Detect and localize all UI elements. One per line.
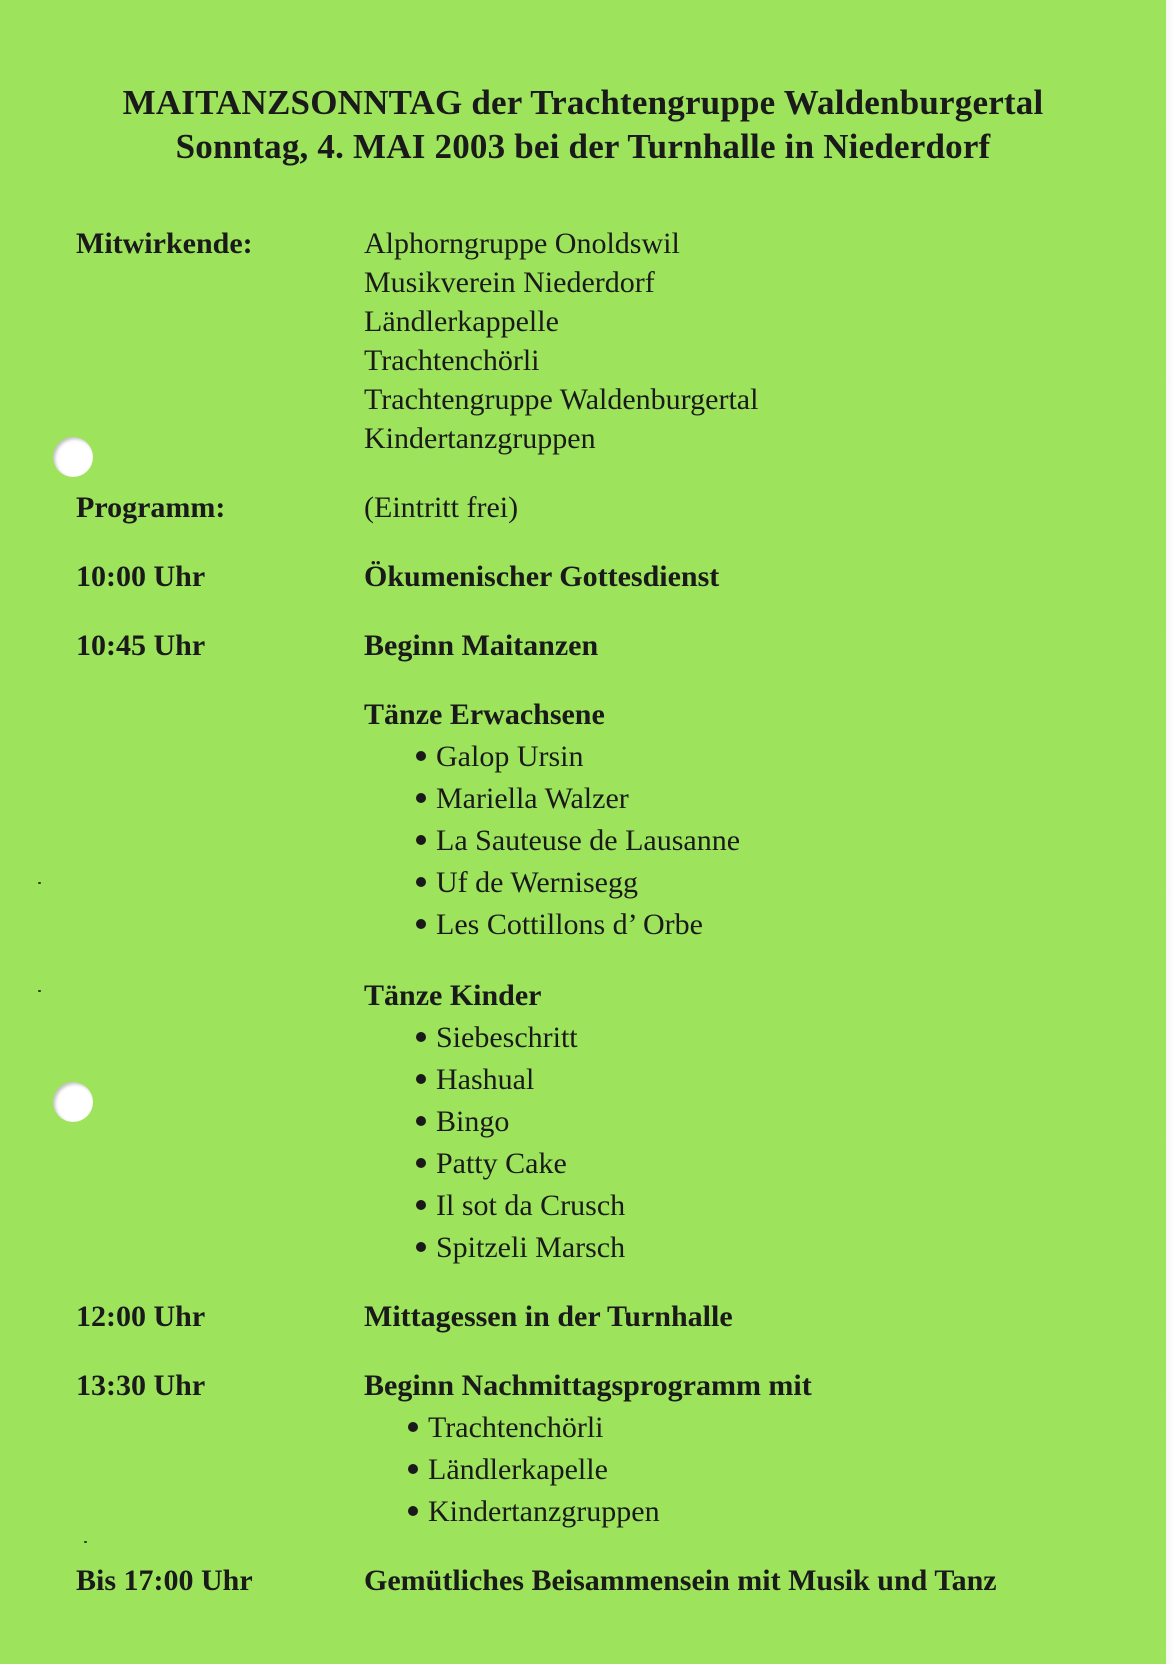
section-heading-kinder: Tänze Kinder (364, 979, 542, 1012)
dance-item: Mariella Walzer (416, 782, 629, 816)
mitwirkende-item: Ländlerkappelle (364, 305, 559, 338)
dance-item: Patty Cake (416, 1147, 567, 1181)
afternoon-item: Kindertanzgruppen (408, 1495, 660, 1529)
mitwirkende-item: Alphorngruppe Onoldswil (364, 227, 680, 260)
event-time: 10:45 Uhr (76, 629, 206, 662)
punch-hole-bottom (53, 1082, 93, 1122)
paper-speck (84, 1541, 87, 1543)
dance-item: Hashual (416, 1063, 534, 1097)
event-time: 10:00 Uhr (76, 560, 206, 593)
afternoon-item: Trachtenchörli (408, 1411, 604, 1445)
mitwirkende-label: Mitwirkende: (76, 227, 253, 260)
dance-item: Uf de Wernisegg (416, 866, 638, 900)
event-title: Gemütliches Beisammensein mit Musik und Tanz (364, 1564, 997, 1597)
mitwirkende-item: Kindertanzgruppen (364, 422, 596, 455)
dance-item: Spitzeli Marsch (416, 1231, 625, 1265)
dance-item: Les Cottillons d’ Orbe (416, 908, 703, 942)
afternoon-item: Ländlerkapelle (408, 1453, 608, 1487)
dance-item: Siebeschritt (416, 1021, 578, 1055)
dance-item: Galop Ursin (416, 740, 583, 774)
mitwirkende-item: Trachtenchörli (364, 344, 540, 377)
paper-speck (38, 990, 41, 992)
event-time: 13:30 Uhr (76, 1369, 206, 1402)
event-title: Mittagessen in der Turnhalle (364, 1300, 733, 1333)
programm-label: Programm: (76, 491, 226, 524)
flyer-subtitle: Sonntag, 4. MAI 2003 bei der Turnhalle in Niederdorf (175, 127, 991, 166)
section-heading-erwachsene: Tänze Erwachsene (364, 698, 605, 731)
event-title: Beginn Maitanzen (364, 629, 599, 662)
event-title: Ökumenischer Gottesdienst (364, 560, 720, 593)
event-time: Bis 17:00 Uhr (76, 1564, 253, 1597)
dance-item: Bingo (416, 1105, 509, 1139)
paper-speck (38, 882, 41, 884)
paper-edge-right (1166, 0, 1174, 1678)
flyer-title: MAITANZSONNTAG der Trachtengruppe Waldenburgertal (122, 83, 1044, 122)
dance-item: La Sauteuse de Lausanne (416, 824, 740, 858)
punch-hole-top (53, 437, 93, 477)
programm-note: (Eintritt frei) (364, 491, 519, 524)
mitwirkende-item: Trachtengruppe Waldenburgertal (364, 383, 759, 416)
mitwirkende-item: Musikverein Niederdorf (364, 266, 655, 299)
event-title: Beginn Nachmittagsprogramm mit (364, 1369, 812, 1402)
paper-edge-bottom (0, 1664, 1174, 1678)
dance-item: Il sot da Crusch (416, 1189, 625, 1223)
event-time: 12:00 Uhr (76, 1300, 206, 1333)
